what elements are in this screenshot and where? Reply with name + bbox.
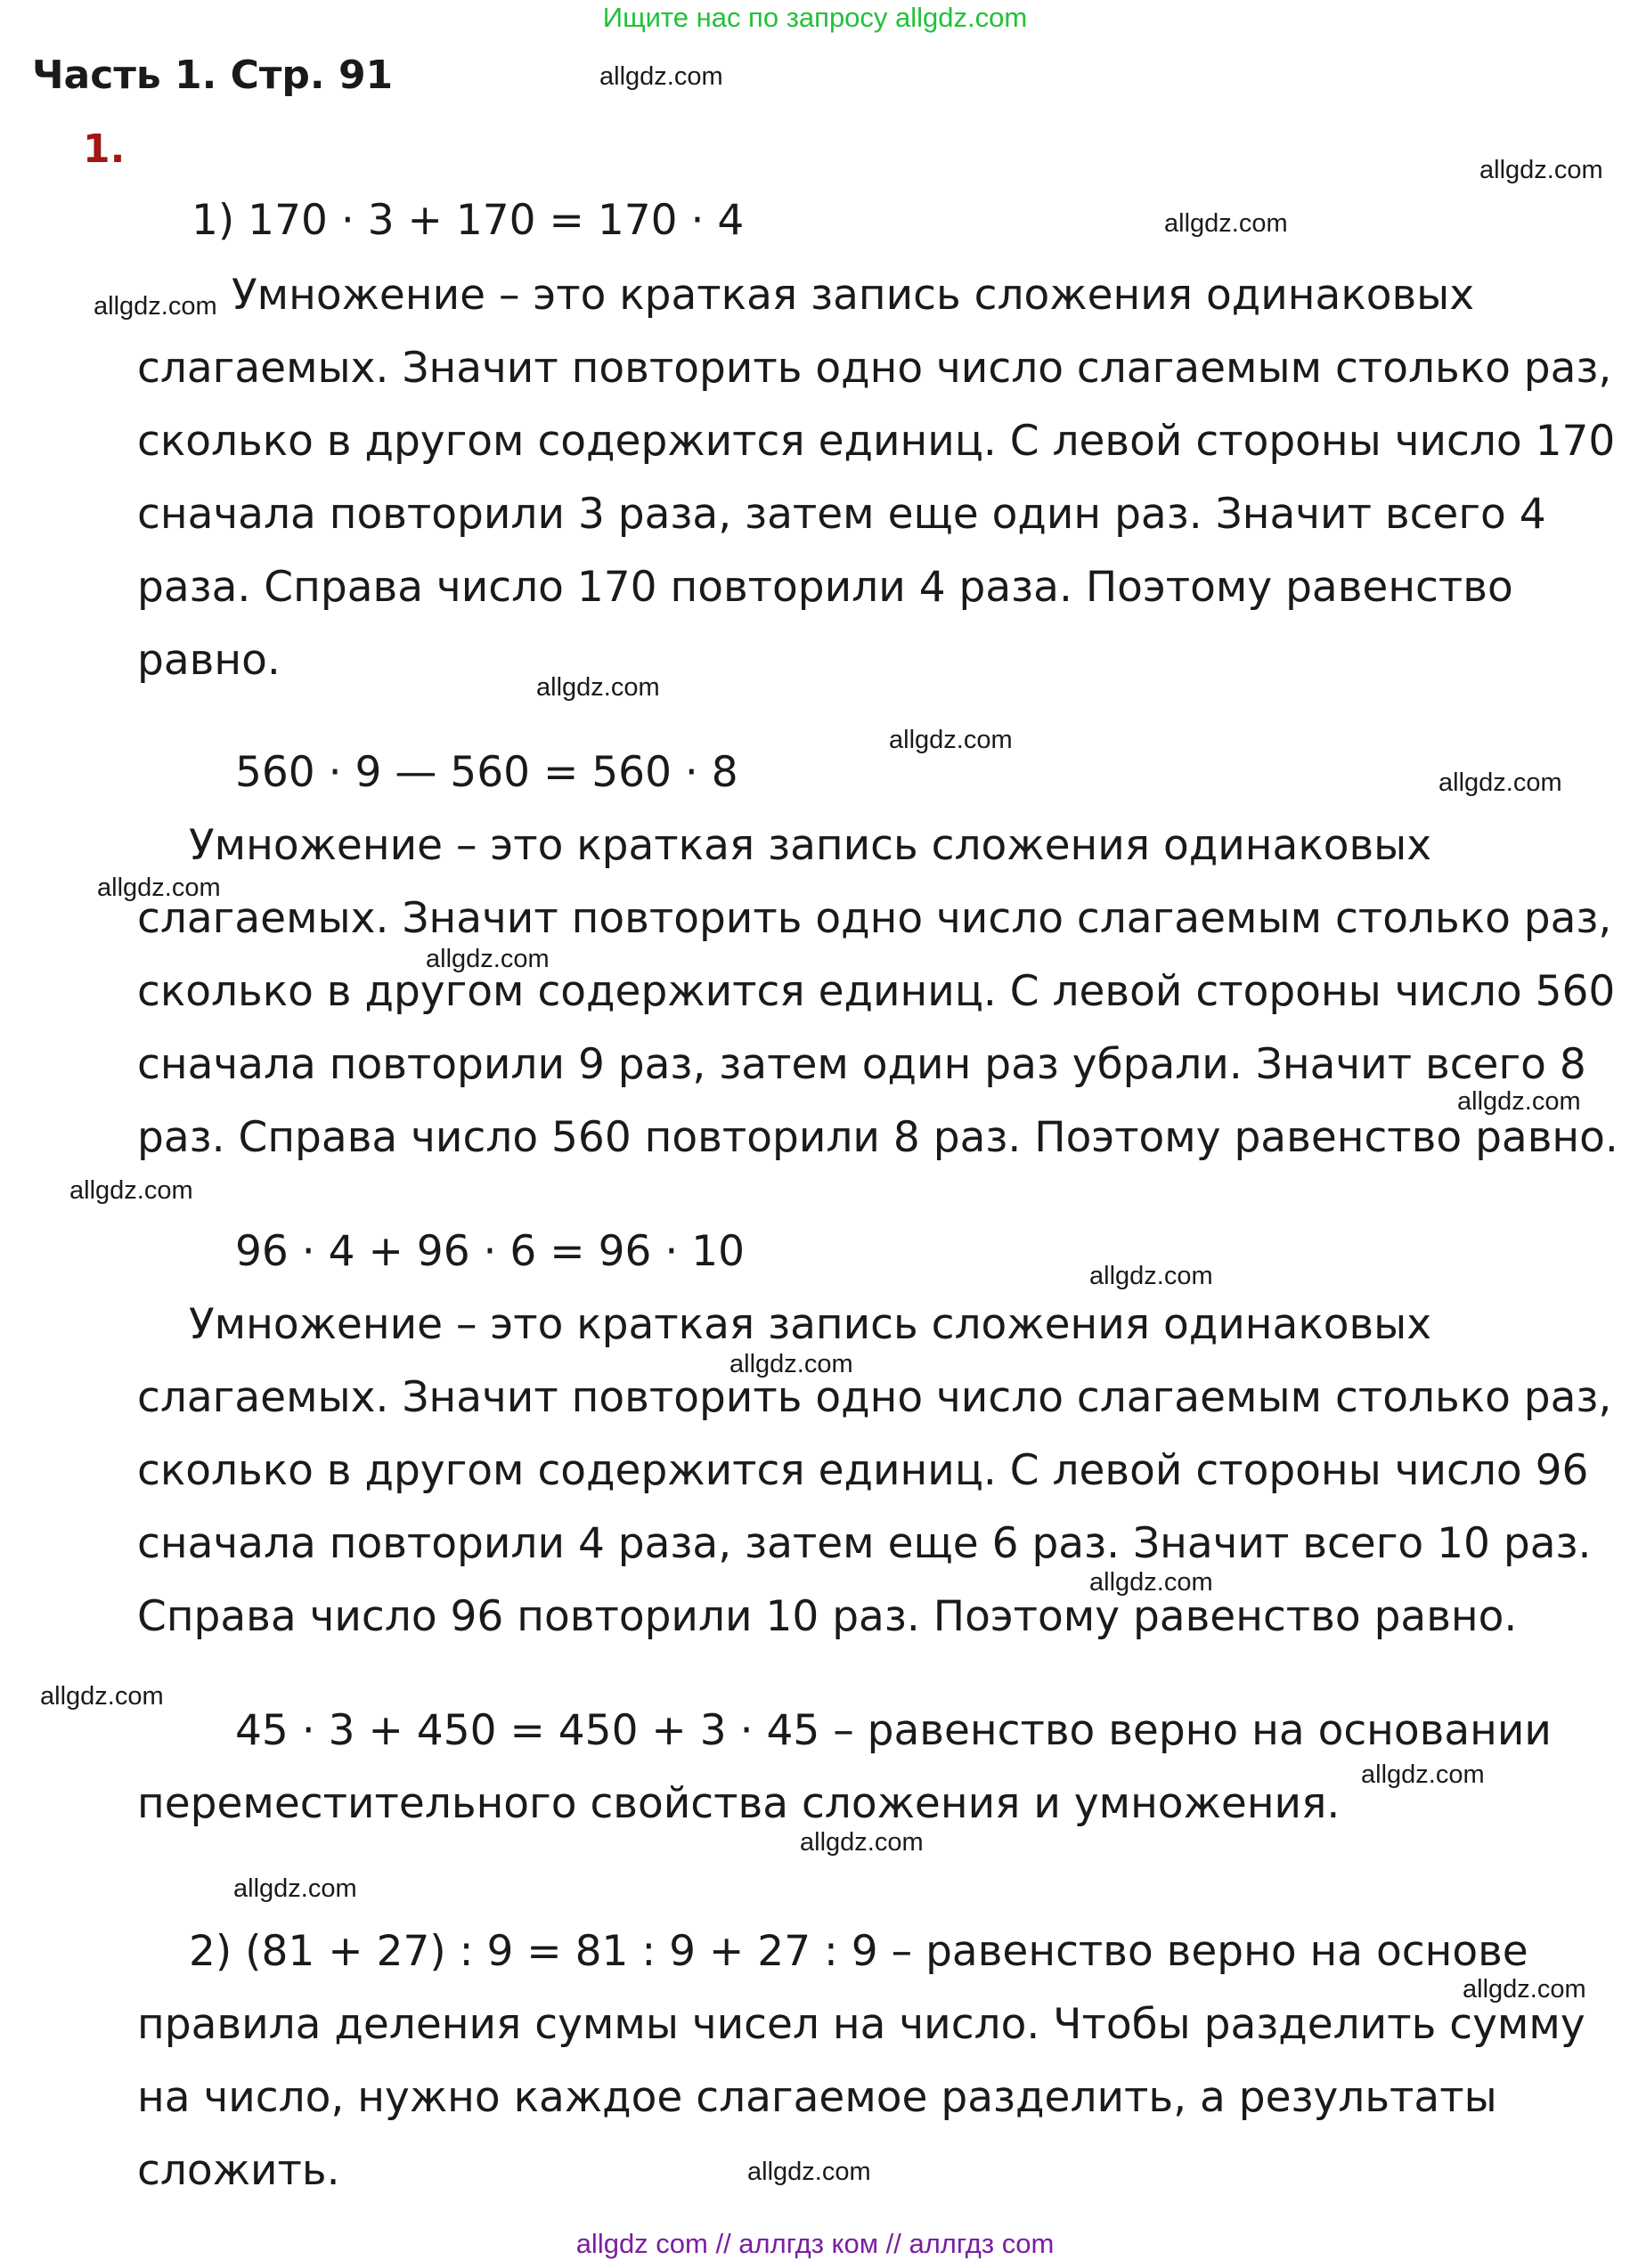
text-line: сначала повторили 3 раза, затем еще один раз. Значит всего 4 — [137, 490, 1546, 539]
text-line: правила деления суммы чисел на число. Чтобы разделить сумму — [137, 2000, 1585, 2049]
watermark: allgdz.com — [599, 62, 723, 91]
text-line: сколько в другом содержится единиц. С левой стороны число 170 — [137, 417, 1616, 466]
watermark: allgdz.com — [800, 1828, 924, 1857]
watermark: allgdz.com — [97, 874, 221, 902]
watermark: allgdz.com — [747, 2158, 871, 2186]
text-line: Справа число 96 повторили 10 раз. Поэтому равенство равно. — [137, 1592, 1518, 1641]
top-banner[interactable]: Ищите нас по запросу allgdz.com — [602, 2, 1028, 33]
text-line: сначала повторили 9 раз, затем один раз убрали. Значит всего 8 — [137, 1040, 1586, 1089]
page-title: Часть 1. Стр. 91 — [32, 53, 394, 98]
watermark: allgdz.com — [1164, 209, 1288, 238]
text-line: 96 · 4 + 96 · 6 = 96 · 10 — [235, 1227, 746, 1276]
text-line: сколько в другом содержится единиц. С левой стороны число 560 — [137, 967, 1616, 1016]
watermark: allgdz.com — [1089, 1568, 1213, 1597]
text-line: сколько в другом содержится единиц. С левой стороны число 96 — [137, 1446, 1589, 1495]
text-line: слагаемых. Значит повторить одно число слагаемым столько раз, — [137, 344, 1612, 393]
text-line: слагаемых. Значит повторить одно число слагаемым столько раз, — [137, 1373, 1612, 1422]
watermark: allgdz.com — [233, 1874, 357, 1903]
text-line: 1) 170 · 3 + 170 = 170 · 4 — [192, 196, 745, 245]
watermark: allgdz.com — [1361, 1760, 1485, 1789]
watermark: allgdz.com — [94, 292, 217, 321]
footer-links[interactable]: allgdz com // аллгдз ком // аллгдз com — [575, 2228, 1055, 2259]
watermark: allgdz.com — [426, 945, 550, 973]
watermark: allgdz.com — [69, 1176, 193, 1205]
text-line: раза. Справа число 170 повторили 4 раза. Поэтому равенство — [137, 563, 1513, 612]
text-line: равно. — [137, 636, 281, 685]
text-line: 2) (81 + 27) : 9 = 81 : 9 + 27 : 9 – равенство верно на основе — [189, 1927, 1528, 1976]
watermark: allgdz.com — [1457, 1087, 1581, 1116]
watermark: allgdz.com — [1479, 156, 1603, 184]
text-line: Умножение – это краткая запись сложения одинаковых — [189, 821, 1432, 870]
text-line: раз. Справа число 560 повторили 8 раз. Поэтому равенство равно. — [137, 1113, 1618, 1162]
text-line: на число, нужно каждое слагаемое разделить, а результаты — [137, 2073, 1497, 2122]
task-number: 1. — [83, 126, 126, 172]
text-line: переместительного свойства сложения и умножения. — [137, 1779, 1341, 1828]
text-line: сначала повторили 4 раза, затем еще 6 раз. Значит всего 10 раз. — [137, 1519, 1592, 1568]
text-line: слагаемых. Значит повторить одно число слагаемым столько раз, — [137, 894, 1612, 943]
watermark: allgdz.com — [889, 726, 1013, 754]
watermark: allgdz.com — [40, 1682, 164, 1711]
watermark: allgdz.com — [536, 673, 660, 702]
text-line: сложить. — [137, 2146, 340, 2195]
text-line: Умножение – это краткая запись сложения одинаковых — [232, 271, 1475, 320]
text-line: 560 · 9 — 560 = 560 · 8 — [235, 748, 738, 797]
text-line: Умножение – это краткая запись сложения одинаковых — [189, 1300, 1432, 1349]
watermark: allgdz.com — [1089, 1262, 1213, 1290]
watermark: allgdz.com — [729, 1350, 853, 1378]
watermark: allgdz.com — [1463, 1975, 1586, 2004]
watermark: allgdz.com — [1438, 768, 1562, 797]
text-line: 45 · 3 + 450 = 450 + 3 · 45 – равенство верно на основании — [235, 1706, 1552, 1755]
